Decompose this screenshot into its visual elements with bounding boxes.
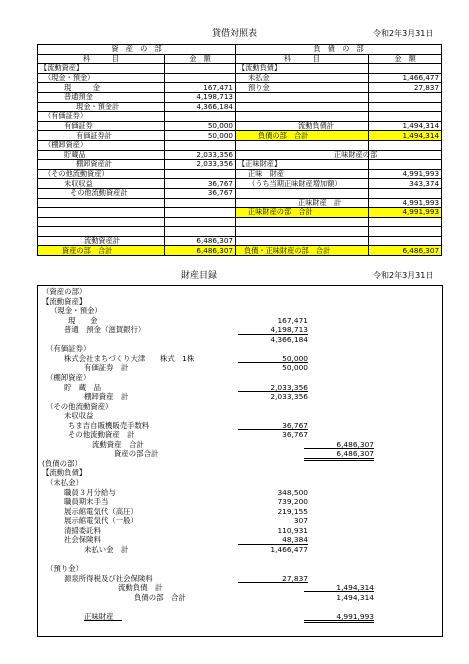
bs-left-item: 【流動資産】	[38, 64, 165, 74]
inventory-total: 1,494,314	[304, 584, 374, 592]
bs-left-item: 流動資産計	[38, 236, 165, 246]
bs-left-item: 貯蔵品	[38, 150, 165, 160]
bs-left-item: 有価証券計	[38, 131, 165, 141]
inventory-amount: 1,466,477	[270, 544, 308, 554]
balance-sheet-table	[37, 44, 442, 256]
inventory-line-label: 負債の部 合計	[134, 592, 186, 602]
bs-left-item: （現金・預金）	[38, 73, 165, 83]
inventory-line-label: 展示館電気代（高圧）	[64, 506, 138, 516]
inventory-line-label: ちま吉自販機販売手数料	[68, 420, 150, 430]
inventory-amount: 36,767	[238, 422, 308, 430]
liabilities-header: 負 債 の 部	[236, 45, 442, 55]
col-item-left: 科 目	[38, 54, 165, 64]
bs-right-item	[236, 188, 369, 198]
bs-right-item	[236, 236, 369, 246]
bs-right-amount: 6,486,307	[369, 246, 442, 256]
inventory-amount: 219,155	[277, 506, 308, 516]
col-amount-left: 金 額	[165, 54, 236, 64]
inventory-line-label: 普通 預金（滋賀銀行）	[64, 325, 146, 335]
bs-left-amount	[165, 169, 236, 179]
bs-left-item: 現金・預金計	[38, 102, 165, 112]
inventory-amount: 4,366,184	[270, 334, 308, 344]
inventory-total: 6,486,307	[304, 441, 374, 449]
inventory-line-label: （預り金）	[46, 563, 83, 573]
inventory-amount: 50,000	[238, 355, 308, 363]
bs-left-item: その他流動資産計	[38, 188, 165, 198]
bs-right-item: 預り金	[236, 83, 369, 93]
assets-header: 資 産 の 部	[38, 45, 236, 55]
inventory-line-label: 社会保険料	[64, 535, 101, 545]
inventory-line-label: （棚卸資産）	[46, 372, 91, 382]
bs-right-amount: 1,494,314	[369, 131, 442, 141]
bs-right-amount	[369, 64, 442, 74]
bs-right-amount	[369, 160, 442, 170]
bs-left-item: 普通預金	[38, 92, 165, 102]
inventory-amount: 167,471	[277, 315, 308, 325]
bs-right-item	[236, 140, 369, 150]
bs-left-amount: 36,767	[165, 188, 236, 198]
inventory-amount: 36,767	[282, 430, 308, 440]
inventory-amount: 348,500	[277, 487, 308, 497]
bs-title: 貸借対照表	[212, 29, 258, 39]
inventory-line-label: 未収収益	[64, 411, 94, 421]
bs-right-item: 負債・正味財産の部 合計	[236, 246, 369, 256]
bs-left-amount: 4,198,713	[165, 92, 236, 102]
inventory-line-label: 棚卸資産 計	[84, 392, 129, 402]
bs-left-amount: 167,471	[165, 83, 236, 93]
bs-right-item: 【正味財産】	[236, 160, 369, 170]
bs-left-amount	[165, 64, 236, 74]
inventory-line-label: 流動資産 合計	[92, 439, 144, 449]
bs-left-item: 棚卸資産計	[38, 160, 165, 170]
inventory-line-label: 未払い金 計	[84, 544, 129, 554]
inventory-line-label: 貯 蔵 品	[64, 382, 101, 392]
inventory-total: 1,494,314	[336, 592, 374, 602]
inventory-total: 6,486,307	[304, 450, 374, 460]
inventory-line-label: 正味財産	[84, 613, 122, 621]
bs-left-amount	[165, 198, 236, 208]
bs-right-amount	[369, 217, 442, 227]
bs-right-amount: 27,837	[369, 83, 442, 93]
bs-right-item	[236, 112, 369, 122]
inventory-line-label: 源泉所得税及び社会保険料	[64, 573, 153, 583]
bs-right-amount	[369, 150, 442, 160]
inventory-line-label: 職員３月分給与	[64, 487, 116, 497]
bs-right-item	[236, 227, 369, 237]
bs-right-item: 正味財産 計	[236, 198, 369, 208]
inventory-amount: 50,000	[282, 363, 308, 373]
bs-right-item: 流動負債計	[236, 121, 369, 131]
bs-left-amount	[165, 73, 236, 83]
bs-right-amount	[369, 236, 442, 246]
bs-left-amount: 6,486,307	[165, 236, 236, 246]
bs-right-item	[236, 92, 369, 102]
inventory-line-label: （資産の部）	[42, 287, 87, 296]
inventory-line-label: その他流動資産 計	[68, 430, 135, 440]
bs-left-item	[38, 227, 165, 237]
inventory-amount: 307	[293, 516, 308, 526]
bs-left-amount	[165, 217, 236, 227]
bs-left-amount	[165, 208, 236, 218]
inventory-line-label: 【流動資産】	[42, 296, 87, 306]
bs-right-amount: 1,466,477	[369, 73, 442, 83]
bs-left-item: （棚卸資産）	[38, 140, 165, 150]
inventory-line-label: 株式会社まちづくり大津 株式 1株	[64, 353, 195, 363]
inventory-amount: 739,200	[277, 497, 308, 507]
bs-left-amount	[165, 112, 236, 122]
bs-left-amount: 50,000	[165, 131, 236, 141]
bs-left-item: 有価証券	[38, 121, 165, 131]
inventory-line-label: （有価証券）	[46, 344, 91, 354]
bs-right-item: 正味財産の部 合計	[236, 208, 369, 218]
bs-left-amount	[165, 140, 236, 150]
inventory-line-label: （その他流動資産）	[46, 401, 113, 411]
bs-left-item	[38, 217, 165, 227]
bs-left-item: 未収収益	[38, 179, 165, 189]
bs-right-amount	[369, 140, 442, 150]
bs-right-amount	[369, 112, 442, 122]
bs-left-amount: 4,366,184	[165, 102, 236, 112]
bs-left-amount: 2,033,356	[165, 150, 236, 160]
inv-title: 財産目録	[181, 271, 218, 281]
bs-left-amount: 2,033,356	[165, 160, 236, 170]
inventory-total: 4,991,993	[304, 613, 374, 623]
bs-right-amount	[369, 92, 442, 102]
inventory-line-label: (負債の部）	[42, 458, 82, 468]
bs-left-item	[38, 208, 165, 218]
bs-left-item	[38, 198, 165, 208]
bs-right-amount	[369, 188, 442, 198]
bs-left-amount: 6,486,307	[165, 246, 236, 256]
inventory-line-label: 流動負債 計	[118, 583, 163, 593]
inventory-line-label: 職員期末手当	[64, 497, 109, 507]
bs-right-item	[236, 102, 369, 112]
inventory-amount: 110,931	[277, 525, 308, 535]
bs-right-amount	[369, 102, 442, 112]
inv-date: 令和2年3月31日	[373, 271, 434, 280]
bs-right-item: 未払金	[236, 73, 369, 83]
inventory-line-label: 有価証券 計	[84, 363, 129, 373]
bs-right-amount: 1,494,314	[369, 121, 442, 131]
bs-right-item: 正味財産の部	[236, 150, 369, 160]
inventory-line-label: 清掃委託料	[64, 525, 101, 535]
bs-left-item: 資産の部 合計	[38, 246, 165, 256]
inventory-line-label: 現 金	[68, 315, 98, 325]
bs-right-item: 負債の部 合計	[236, 131, 369, 141]
inventory-line-label: 資産の部合計	[114, 449, 159, 459]
inventory-line-label: 展示館電気代（一般）	[64, 516, 138, 526]
bs-left-amount: 50,000	[165, 121, 236, 131]
inventory-amount: 48,384	[238, 536, 308, 544]
bs-right-amount: 4,991,993	[369, 208, 442, 218]
bs-right-amount: 4,991,993	[369, 169, 442, 179]
bs-left-amount	[165, 227, 236, 237]
inventory-line-label: （未払金）	[46, 478, 83, 487]
bs-left-item: （有価証券）	[38, 112, 165, 122]
inventory-amount: 27,837	[238, 575, 308, 583]
inventory-box	[37, 285, 443, 637]
inventory-line-label: 【流動負債】	[42, 468, 87, 478]
bs-right-item: （うち当期正味財産増加額）	[236, 179, 369, 189]
bs-right-amount: 4,991,993	[369, 198, 442, 208]
bs-right-item	[236, 217, 369, 227]
inventory-amount: 2,033,356	[270, 392, 308, 402]
bs-left-item: （その他流動資産）	[38, 169, 165, 179]
bs-right-amount	[369, 227, 442, 237]
bs-right-amount: 343,374	[369, 179, 442, 189]
inventory-amount: 4,198,713	[238, 326, 308, 334]
bs-left-item: 現 金	[38, 83, 165, 93]
bs-date: 令和2年3月31日	[373, 29, 434, 38]
inventory-line-label: （現金・預金）	[50, 306, 102, 316]
col-item-right: 科 目	[236, 54, 369, 64]
bs-right-item: 【流動負債】	[236, 64, 369, 74]
bs-right-item: 正味 財産	[236, 169, 369, 179]
inventory-amount: 2,033,356	[238, 384, 308, 392]
col-amount-right: 金 額	[369, 54, 442, 64]
bs-left-amount: 36,767	[165, 179, 236, 189]
